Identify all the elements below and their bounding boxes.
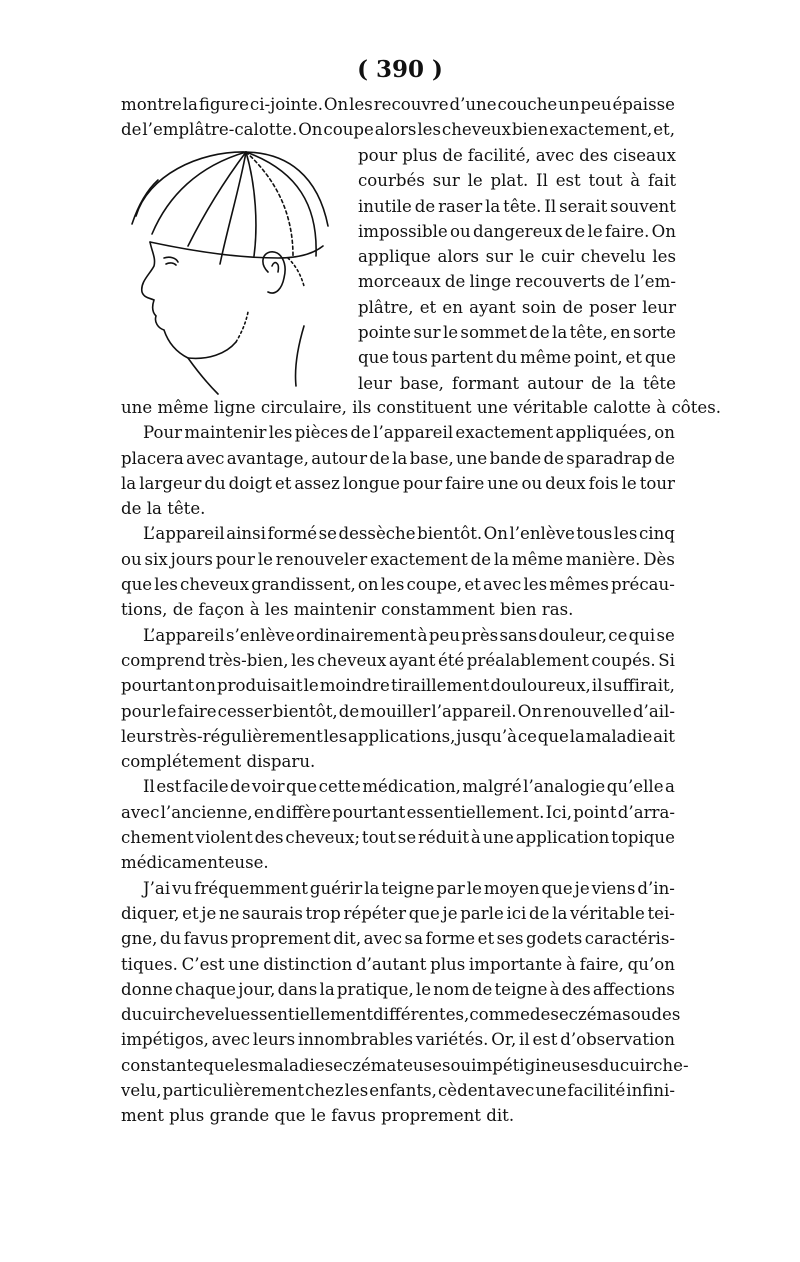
wrapped-text [358,143,676,396]
cap-rib [246,152,316,256]
text-line: leurs très-régulièrement les applications, jusqu’à ce que la maladie ait [121,726,675,746]
text-line: L’appareil ainsi formé se dessèche bientôt. On l’enlève tous les cinq [143,524,675,544]
paragraph [121,774,675,875]
text-line: impossible ou dangereux de le faire. On [358,221,676,241]
text-line: constante que les maladies eczémateuses ou impétigineuses du cuir che- [121,1055,689,1075]
text-line: velu, particulièrement chez les enfants, cèdent avec une facilité infini- [121,1081,675,1101]
text-line: plâtre, et en ayant soin de poser leur [358,297,676,317]
text-line: tiques. C’est une distinction d’autant plus importante à faire, qu’on [121,954,675,974]
text-line: la largeur du doigt et assez longue pour faire une ou deux fois le tour [121,473,675,493]
text-line: inutile de raser la tête. Il serait souvent [358,196,676,216]
text-line: ment plus grande que le favus proprement dit. [121,1106,515,1126]
text-line: Il est facile de voir que cette médication, malgré l’analogie qu’elle a [143,777,675,797]
text-line: chement violent des cheveux; tout se réduit à une application topique [121,828,675,848]
paragraph [121,420,675,521]
paragraph [121,623,675,775]
text-line: que tous partent du même point, et que [358,348,676,368]
text-line: morceaux de linge recouverts de l’em- [358,272,676,292]
text-line: impétigos, avec leurs innombrables variétés. Or, il est d’observation [121,1030,675,1050]
text-line: complétement disparu. [121,752,316,772]
text-line: courbés sur le plat. Il est tout à fait [358,171,676,191]
text-line: pointe sur le sommet de la tête, en sorte [358,323,676,343]
text-line: L’appareil s’enlève ordinairement à peu près sans douleur, ce qui se [143,625,675,645]
cap-rim [150,242,323,258]
intro-lines [121,92,675,143]
text-line: placera avec avantage, autour de la base, une bande de sparadrap de [121,448,675,468]
text-line: diquer, et je ne saurais trop répéter que je parle ici de la véritable tei- [121,903,675,923]
text-line: comprend très-bien, les cheveux ayant été préalablement coupés. Si [121,650,675,670]
text-line: du cuir chevelu essentiellement différentes, comme des eczémas ou des [121,1005,681,1025]
text-line: de l’emplâtre-calotte. On coupe alors les cheveux bien exactement, et, [121,120,675,140]
text-line: médicamenteuse. [121,853,269,873]
text-line: leur base, formant autour de la tête [358,373,676,393]
text-line: avec l’ancienne, en diffère pourtant essentiellement. Ici, point d’arra- [121,802,675,822]
text-line: donne chaque jour, dans la pratique, le nom de teigne à des affections [121,979,675,999]
paragraph [121,521,675,622]
text-line: pourtant on produisait le moindre tiraillement douloureux, il suffirait, [121,676,675,696]
text-line: tions, de façon à les maintenir constamment bien ras. [121,600,574,620]
text-line: une même ligne circulaire, ils constituent une véritable calotte à côtes. [121,398,722,417]
text-line: ou six jours pour le renouveler exactement de la même manière. Dès [121,549,675,569]
text-line: J’ai vu fréquemment guérir la teigne par le moyen que je viens d’in- [143,878,675,898]
text-line: pour plus de facilité, avec des ciseaux [358,146,676,165]
head-cap-illustration [128,146,348,398]
paragraph [121,395,722,420]
cap-rib [246,152,293,256]
paragraph [121,876,689,1129]
face-profile [142,242,188,358]
cap-rib [152,152,246,234]
text-line: que les cheveux grandissent, on les coupe, et avec les mêmes précau- [121,575,675,595]
page-number: ( 390 ) [357,56,443,83]
text-line: de la tête. [121,499,206,519]
text-line: pour le faire cesser bientôt, de mouiller l’appareil. On renouvelle d’ail- [121,701,675,721]
text-line: Pour maintenir les pièces de l’appareil exactement appliquées, on [143,423,675,443]
body-text [121,395,722,1129]
text-line: applique alors sur le cuir chevelu les [358,247,676,267]
text-line: montre la figure ci-jointe. On les recouvre d’une couche un peu épaisse [121,95,675,114]
text-line: gne, du favus proprement dit, avec sa forme et ses godets caractéris- [121,929,675,949]
cap-rib [246,152,256,256]
cap-rib [188,152,246,246]
